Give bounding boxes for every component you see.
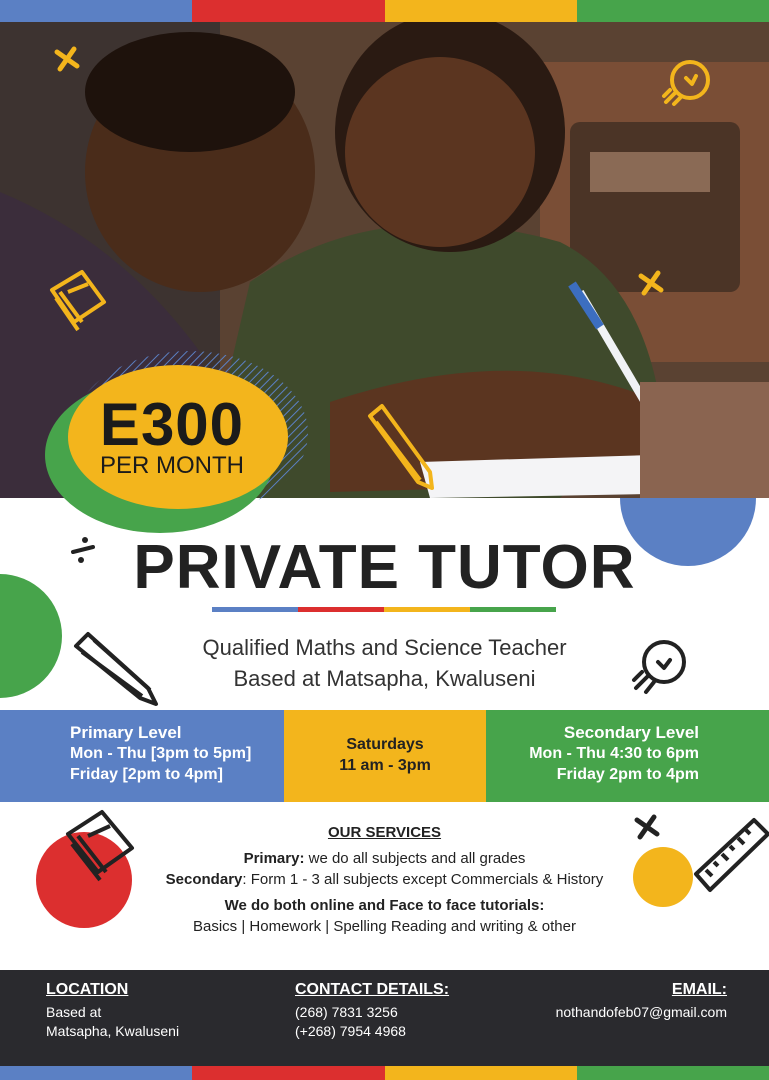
saturday-hours: 11 am - 3pm xyxy=(339,757,431,774)
secondary-level-panel xyxy=(486,710,769,802)
book-icon xyxy=(42,262,112,332)
saturday-panel xyxy=(284,710,486,802)
price-period: PER MONTH xyxy=(100,452,244,479)
page-title: PRIVATE TUTOR xyxy=(133,533,636,602)
services-secondary-text: : Form 1 - 3 all subjects except Commercials & History xyxy=(242,871,604,888)
top-color-stripe xyxy=(0,0,769,22)
primary-heading: Primary Level xyxy=(70,723,182,742)
secondary-weekday-hours: Mon - Thu 4:30 to 6pm xyxy=(529,745,699,762)
primary-weekday-hours: Mon - Thu [3pm to 5pm] xyxy=(70,745,252,762)
primary-friday-hours: Friday [2pm to 4pm] xyxy=(70,766,223,783)
services-primary-text: we do all subjects and all grades xyxy=(304,850,526,867)
lightbulb-icon xyxy=(628,638,692,702)
phone-1[interactable]: (268) 7831 3256 xyxy=(295,1004,398,1020)
cross-icon xyxy=(52,44,82,74)
services-primary xyxy=(0,848,769,869)
services-secondary xyxy=(0,869,769,890)
services-heading: OUR SERVICES xyxy=(327,824,442,841)
footer xyxy=(0,970,769,1066)
services-secondary-label: Secondary xyxy=(165,871,243,888)
services-modes-list: Basics | Homework | Spelling Reading and writing & other xyxy=(193,918,576,935)
subtitle-line-1: Qualified Maths and Science Teacher xyxy=(202,635,567,660)
email-heading: EMAIL: xyxy=(671,981,727,998)
pencil-icon xyxy=(70,628,160,708)
location-heading: LOCATION xyxy=(46,981,129,998)
pencil-icon xyxy=(360,402,440,492)
cross-icon xyxy=(636,268,666,298)
bottom-color-stripe xyxy=(0,1066,769,1080)
contact-heading: CONTACT DETAILS: xyxy=(295,981,450,998)
saturday-heading: Saturdays xyxy=(346,736,424,753)
lightbulb-icon xyxy=(656,56,716,116)
location-line-1: Based at xyxy=(46,1004,102,1020)
secondary-friday-hours: Friday 2pm to 4pm xyxy=(556,766,699,783)
email-address[interactable]: nothandofeb07@gmail.com xyxy=(555,1004,727,1020)
footer-contact xyxy=(295,980,449,1041)
location-line-2: Matsapha, Kwaluseni xyxy=(46,1023,180,1039)
price-amount: E300 xyxy=(99,391,245,458)
services-primary-label: Primary: xyxy=(243,850,305,867)
title-underline xyxy=(212,607,556,612)
subtitle-line-2: Based at Matsapha, Kwaluseni xyxy=(233,666,536,691)
footer-email xyxy=(556,980,727,1022)
services-modes-heading: We do both online and Face to face tutorials: xyxy=(224,897,545,914)
services-section xyxy=(0,822,769,937)
phone-2[interactable]: (+268) 7954 4968 xyxy=(295,1023,406,1039)
primary-level-panel xyxy=(0,710,284,802)
secondary-heading: Secondary Level xyxy=(563,723,699,742)
footer-location xyxy=(46,980,179,1041)
